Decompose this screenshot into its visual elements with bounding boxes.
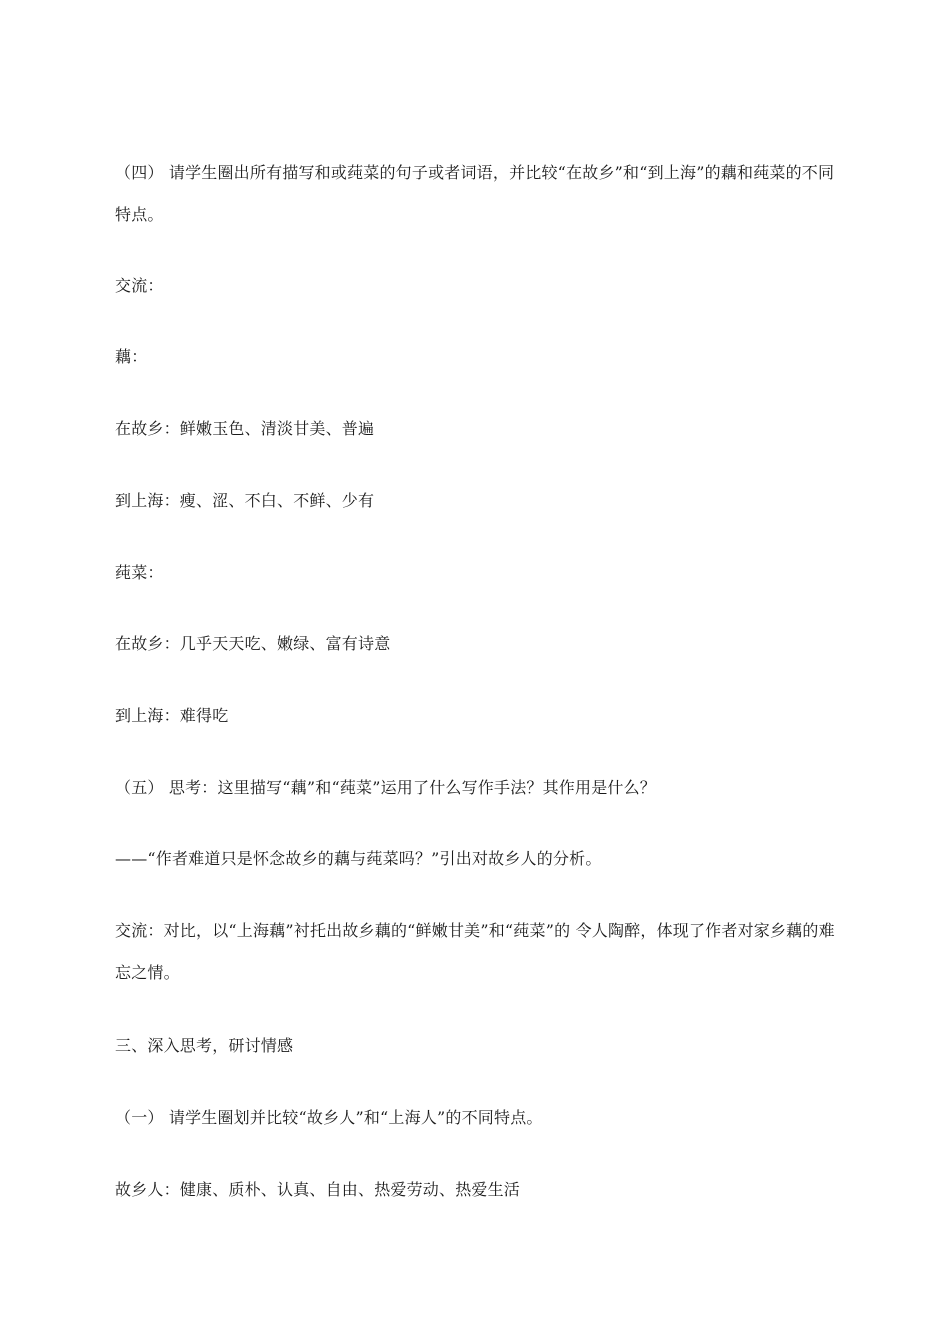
paragraph-water-shield-shanghai: 到上海：难得吃 (115, 706, 229, 725)
paragraph-contrast-exchange: 交流：对比，以“上海藕”衬托出故乡藕的“鲜嫩甘美”和“莼菜”的 令人陶醉，体现了作者对家乡藕的难忘之情。 (115, 921, 835, 982)
paragraph-4-question: （四） 请学生圈出所有描写和或莼菜的句子或者词语，并比较“在故乡”和“到上海”的藕和莼菜的不同特点。 (115, 163, 835, 224)
paragraph-water-shield-hometown: 在故乡：几乎天天吃、嫩绿、富有诗意 (115, 634, 391, 653)
paragraph-lotus-hometown: 在故乡：鲜嫩玉色、清淡甘美、普遍 (115, 419, 375, 438)
paragraph-exchange-label: 交流： (115, 276, 164, 295)
paragraph-1-question: （一） 请学生圈划并比较“故乡人”和“上海人”的不同特点。 (115, 1108, 543, 1127)
paragraph-lotus-shanghai: 到上海：瘦、涩、不白、不鲜、少有 (115, 491, 375, 510)
paragraph-5-question: （五） 思考：这里描写“藕”和“莼菜”运用了什么写作手法？其作用是什么？ (115, 778, 657, 797)
paragraph-lotus-label: 藕： (115, 347, 148, 366)
paragraph-hometown-people: 故乡人：健康、质朴、认真、自由、热爱劳动、热爱生活 (115, 1180, 521, 1199)
paragraph-water-shield-label: 莼菜： (115, 563, 164, 582)
section-3-heading: 三、深入思考，研讨情感 (115, 1036, 294, 1055)
paragraph-leading-question: ——“作者难道只是怀念故乡的藕与莼菜吗？”引出对故乡人的分析。 (115, 849, 602, 868)
